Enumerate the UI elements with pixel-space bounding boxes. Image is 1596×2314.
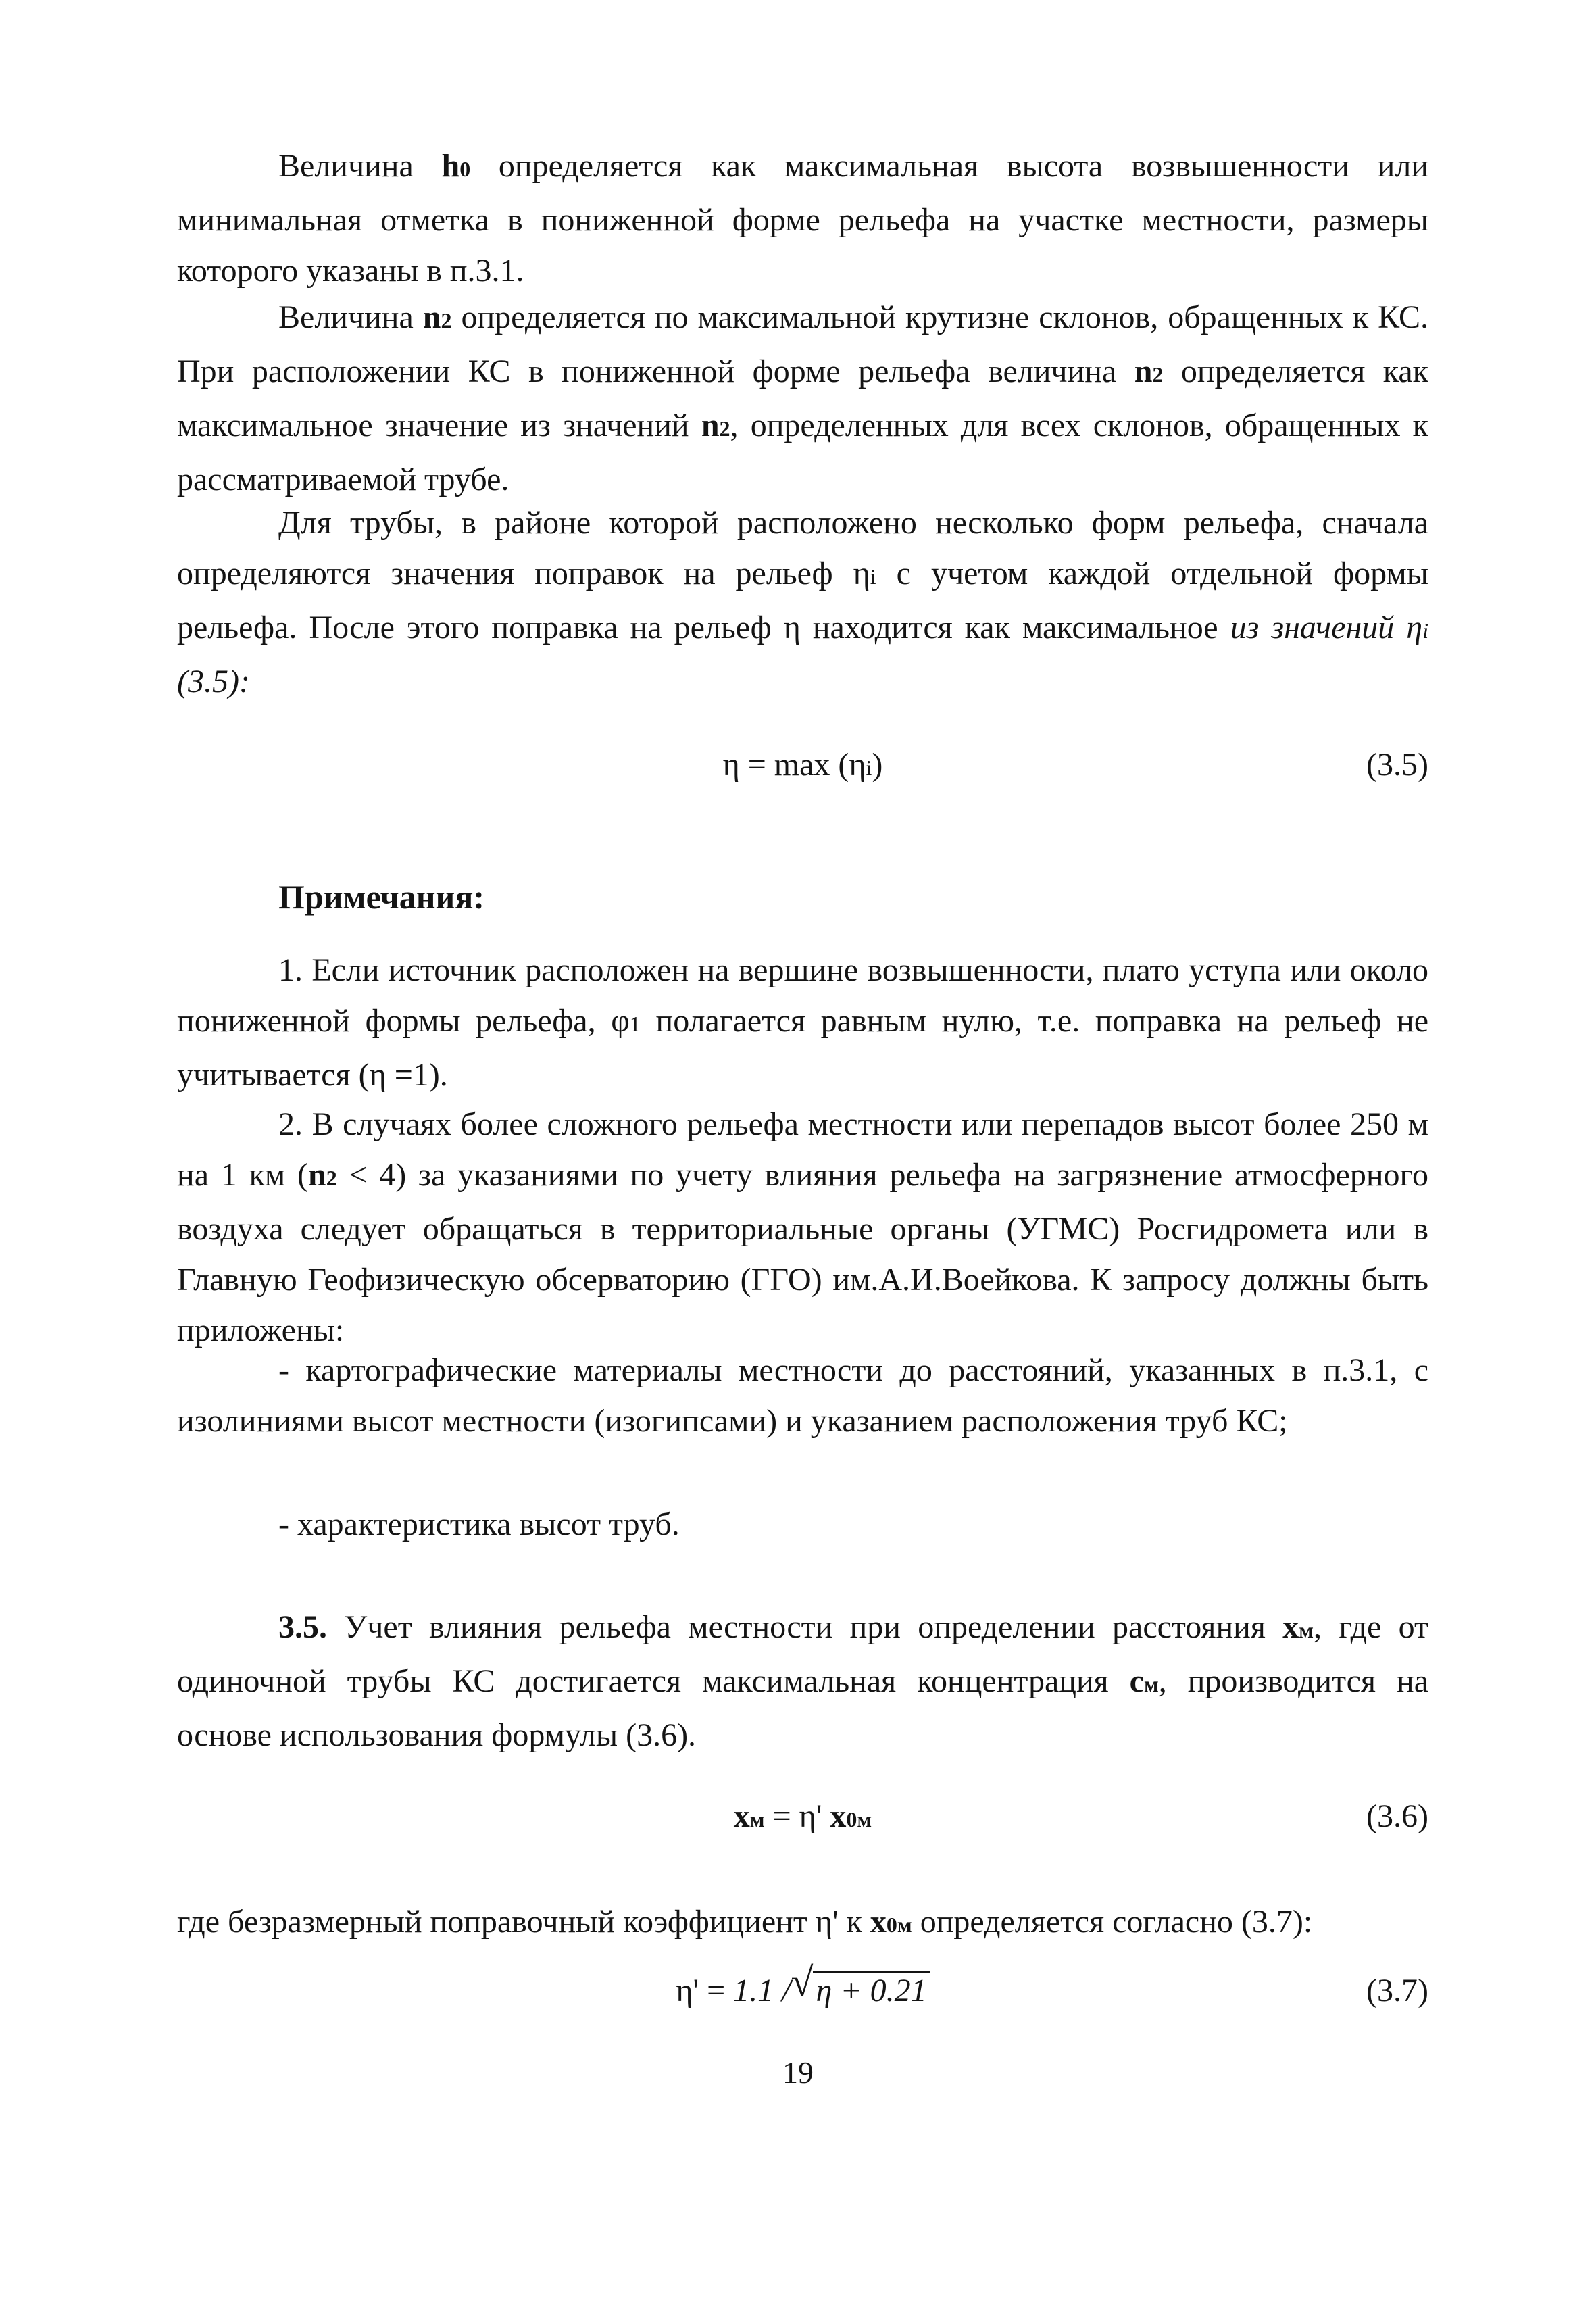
sqrt-icon: √ (791, 1960, 814, 2004)
text: Величина (278, 299, 423, 335)
equation-3-5 (177, 738, 1428, 792)
note-1 (177, 945, 1428, 1100)
equation-expression (177, 1960, 1428, 2018)
subscript: 2 (441, 308, 452, 333)
text: из значений (1230, 610, 1407, 645)
text: Учет влияния рельефа местности при определении расстояния (327, 1609, 1283, 1645)
text: , где от одиночной трубы КС достигается максимальная концентрация (177, 1609, 1429, 1699)
equation-number: (3.7) (1366, 1973, 1428, 2009)
text: = η' (764, 1798, 830, 1834)
subscript: 0 (459, 157, 471, 181)
text: полагается равным нулю, т.е. поправка на рельеф не учитывается (η =1). (177, 1003, 1429, 1093)
symbol-n: n (701, 408, 720, 443)
symbol-h: h (441, 148, 460, 184)
note-2 (177, 1099, 1428, 1356)
paragraph-multiple-forms (177, 497, 1428, 707)
text: η = max (η (722, 747, 866, 783)
text: определяется согласно (3.7): (912, 1904, 1313, 1940)
section-3-5 (177, 1602, 1428, 1761)
text: , определенных для всех склонов, обращенных к рассматриваемой трубе. (177, 408, 1428, 497)
text: 2. В случаях более сложного рельефа местности или перепадов высот более 250 м на 1 км ( (177, 1106, 1428, 1193)
subscript: 2 (1152, 362, 1164, 387)
text: с учетом каждой отдельной формы рельефа. После этого поправка на рельеф (177, 556, 1428, 645)
subscript: м (1299, 1618, 1314, 1642)
symbol-n: n (422, 299, 441, 335)
symbol-n: n (1134, 353, 1153, 389)
subscript: 2 (719, 416, 730, 441)
text: 1.1 / (733, 1973, 791, 2009)
subscript: 0м (886, 1913, 912, 1937)
paragraph-h0 (177, 141, 1428, 296)
text: где безразмерный поправочный коэффициент η' к (177, 1904, 870, 1940)
radicand: η + 0.21 (813, 1971, 929, 2009)
symbol-eta: η (783, 610, 801, 645)
text: Для трубы, в районе которой расположено несколько форм рельефа, сначала определяются значения поправок на рельеф (177, 505, 1428, 591)
equation-3-7 (177, 1960, 1428, 2018)
paragraph-n2 (177, 292, 1428, 505)
subscript: i (1422, 618, 1428, 643)
symbol-phi: φ (611, 1003, 630, 1039)
text: определяется по максимальной крутизне склонов, обращенных к КС. При расположении КС в пониженной форме рельефа величина (177, 299, 1428, 389)
symbol-x: x (733, 1798, 750, 1834)
symbol-c: c (1129, 1663, 1144, 1699)
subscript: 1 (629, 1012, 641, 1036)
symbol-eta: η (1406, 610, 1423, 645)
notes-heading: Примечания: (278, 878, 485, 916)
subscript: i (870, 564, 876, 589)
note-dash-item-2: - характеристика высот труб. (278, 1506, 680, 1542)
text: 1. Если источник расположен на вершине возвышенности, плато уступа или около пониженной формы рельефа, (177, 952, 1428, 1039)
section-number: 3.5. (278, 1609, 327, 1645)
text: Величина (278, 148, 442, 184)
symbol-n: n (307, 1157, 326, 1193)
equation-number: (3.6) (1366, 1798, 1428, 1834)
text: < 4) за указаниями по учету влияния рельефа на загрязнение атмосферного воздуха следует обращаться в территориальные органы (УГМС) Росгидромета или в Главную Геофизическую обсерваторию (ГГО) им.А.И.Воейкова. К запросу должны быть приложены: (177, 1157, 1429, 1348)
text: находится как максимальное (800, 610, 1230, 645)
equation-expression (177, 738, 1428, 795)
text: η' = (676, 1973, 734, 2009)
text: ) (872, 747, 883, 783)
subscript: м (749, 1807, 765, 1831)
text: определяется как максимальная высота возвышенности или минимальная отметка в пониженной форме рельефа на участке местности, размеры которого указаны в п.3.1. (177, 148, 1429, 289)
symbol-x: x (1282, 1609, 1299, 1645)
symbol-eta: η (853, 556, 870, 591)
equation-number: (3.5) (1366, 747, 1428, 783)
paragraph-coefficient (177, 1896, 1428, 1950)
subscript: м (1143, 1672, 1159, 1696)
equation-expression (177, 1790, 1428, 1846)
note-dash-item-1: - картографические материалы местности до расстояний, указанных в п.3.1, с изолиниями высот местности (изогипсами) и указанием расположения труб КС; (177, 1352, 1428, 1439)
page-number: 19 (782, 2055, 814, 2090)
symbol-x: x (830, 1798, 847, 1834)
text: , производится на основе использования формулы (3.6). (177, 1663, 1428, 1753)
text: определяется как максимальное значение из значений (177, 353, 1428, 443)
subscript: 2 (326, 1166, 337, 1190)
subscript: i (866, 756, 872, 780)
equation-3-6 (177, 1790, 1428, 1844)
subscript: 0м (846, 1807, 872, 1831)
text: (3.5): (177, 664, 250, 699)
symbol-x: x (870, 1904, 887, 1940)
